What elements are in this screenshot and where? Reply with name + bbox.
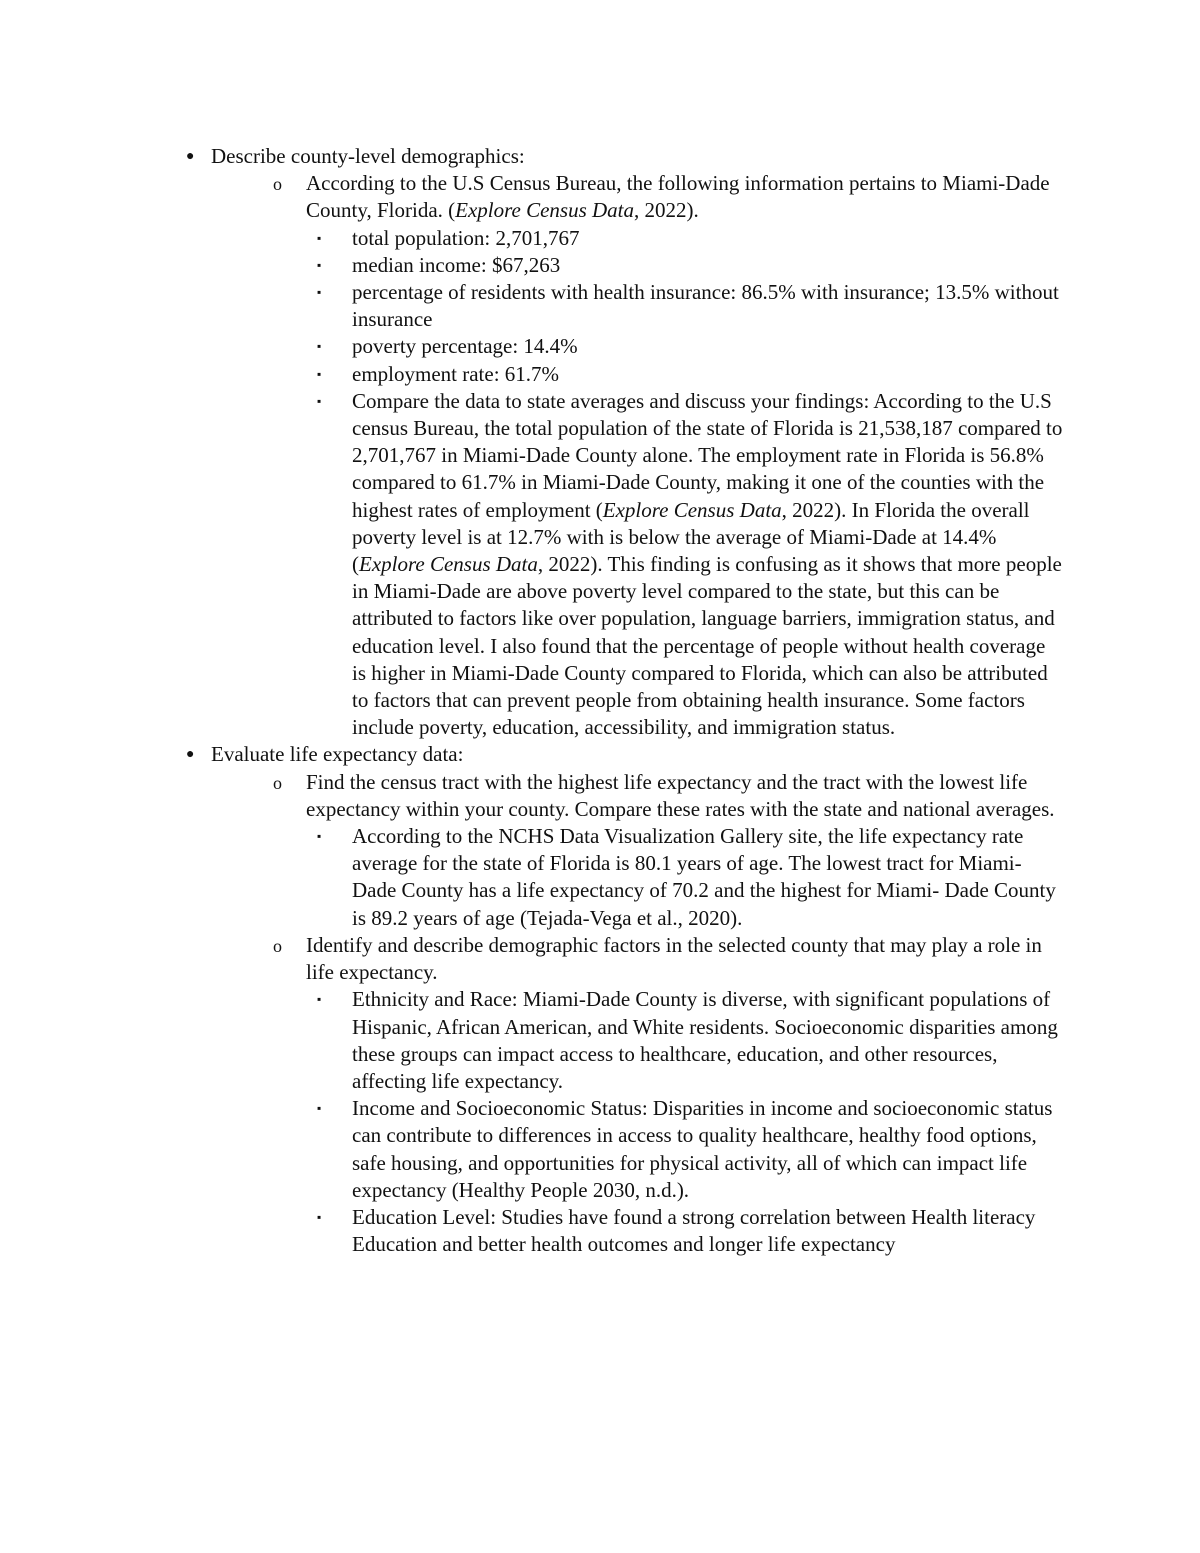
bullet-square-icon: ▪ <box>317 1209 322 1224</box>
sub-list-demographics <box>211 170 1200 741</box>
list-item: ▪ Income and Socioeconomic Status: Disparities in income and socioeconomic status can contribute to differences in access to quality healthcare, healthy food options, safe housing, and opportunities for physical activity, all of which can impact life expectancy (Healthy People 2030, n.d.). <box>317 1096 1053 1202</box>
tract-findings-list <box>306 823 1200 932</box>
document-page <box>0 143 1200 1258</box>
bullet-circle-icon: o <box>273 174 282 195</box>
heading-life-expectancy: Evaluate life expectancy data: <box>211 742 464 767</box>
list-item-comparison <box>0 388 1200 742</box>
list-item-census-intro <box>0 170 1200 741</box>
list-item: ▪ According to the NCHS Data Visualization Gallery site, the life expectancy rate average for the state of Florida is 80.1 years of age. The lowest tract for Miami- Dade County has a life expectancy of 70.2 and the highest for Miami- Dade County is 89.2 years of age (Tejada-Vega et al., 2020). <box>317 824 1056 930</box>
bullet-square-icon: ▪ <box>317 285 322 300</box>
list-item: ▪ employment rate: 61.7% <box>0 361 1200 388</box>
census-figures-list <box>306 225 1200 742</box>
citation: Explore Census Data <box>455 198 635 223</box>
bullet-square-icon: ▪ <box>317 339 322 354</box>
bullet-square-icon: ▪ <box>317 1101 322 1116</box>
bullet-circle-icon: o <box>273 935 282 956</box>
bullet-square-icon: ▪ <box>317 366 322 381</box>
bullet-square-icon: ▪ <box>317 257 322 272</box>
bullet-circle-icon: o <box>273 772 282 793</box>
factors-list <box>306 986 1200 1258</box>
bullet-square-icon: ▪ <box>317 393 322 408</box>
top-level-list <box>0 143 1200 1258</box>
list-item-census-tract: o Find the census tract with the highest life expectancy and the tract with the lowest life expectancy within your county. Compare these rates with the state and national averages. ▪ According to the NCHS Data Visualization Gallery site, the life expectancy rate average for the state of Florida is 80.1 years of age. The lowest tract for Miami- Dade County has a life expectancy of 70.2 and the highest for Miami- Dade County is 89.2 years of age (Tejada-Vega et al., 2020). <box>0 769 1200 932</box>
comparison-paragraph: Compare the data to state averages and discuss your findings: According to the U.S census Bureau, the total population of the state of Florida is 21,538,187 compared to 2,701,767 in Miami-Dade County alone. The employment rate in Florida is 56.8% compared to 61.7% in Miami-Dade County, making it one of the counties with the highest rates of employment (Explore Census Data, 2022). In Florida the overall poverty level is at 12.7% with is below the average of Miami-Dade at 14.4% (Explore Census Data, 2022). This finding is confusing as it shows that more people in Miami-Dade are above poverty level compared to the state, but this can be attributed to factors like over population, language barriers, immigration status, and education level. I also found that the percentage of people without health coverage is higher in Miami-Dade County compared to Florida, which can also be attributed to factors that can prevent people from obtaining health insurance. Some factors include poverty, education, accessibility, and immigration status. <box>352 388 1063 740</box>
list-item-demographics <box>0 143 1200 741</box>
list-item-demographic-factors: o Identify and describe demographic factors in the selected county that may play a role in life expectancy. ▪ Ethnicity and Race: Miami-Dade County is diverse, with significant populations of Hispanic, African American, and White residents. Socioeconomic disparities among these groups can impact access to healthcare, education, and other resources, affecting life expectancy. ▪ Income and Socioeconomic Status: Disparities in income and socioeconomic status can contribute to differences in access to quality healthcare, healthy food options, safe housing, and opportunities for physical activity, all of which can impact life expectancy (Healthy People 2030, n.d.). ▪ Education Level: Studies have found a strong correlation between Health literacy Education and better health outcomes and longer life expectancy <box>0 932 1200 1258</box>
list-item: ▪ Education Level: Studies have found a strong correlation between Health literacy Education and better health outcomes and longer life expectancy <box>317 1204 1036 1257</box>
list-item: ▪ median income: $67,263 <box>0 252 1200 279</box>
bullet-square-icon: ▪ <box>317 829 322 844</box>
sub-list-life-expectancy <box>211 769 1200 1259</box>
citation: Explore Census Data <box>359 552 538 577</box>
bullet-disc-icon: ● <box>186 149 195 164</box>
heading-demographics: Describe county-level demographics: <box>211 144 525 168</box>
list-item: ▪ percentage of residents with health insurance: 86.5% with insurance; 13.5% without insurance <box>317 280 1059 332</box>
list-item: ▪ Ethnicity and Race: Miami-Dade County is diverse, with significant populations of Hispanic, African American, and White residents. Socioeconomic disparities among these groups can impact access to healthcare, education, and other resources, affecting life expectancy. <box>317 987 1058 1093</box>
list-item: ▪ total population: 2,701,767 <box>0 225 1200 252</box>
census-intro-text: According to the U.S Census Bureau, the following information pertains to Miami-Dade County, Florida. (Explore Census Data, 2022). <box>306 171 1050 223</box>
list-item: ▪ poverty percentage: 14.4% <box>0 333 1200 360</box>
citation: Explore Census Data <box>602 497 782 522</box>
bullet-square-icon: ▪ <box>317 230 322 245</box>
bullet-disc-icon: ● <box>186 747 195 763</box>
bullet-square-icon: ▪ <box>317 992 322 1007</box>
list-item-life-expectancy <box>0 741 1200 1258</box>
